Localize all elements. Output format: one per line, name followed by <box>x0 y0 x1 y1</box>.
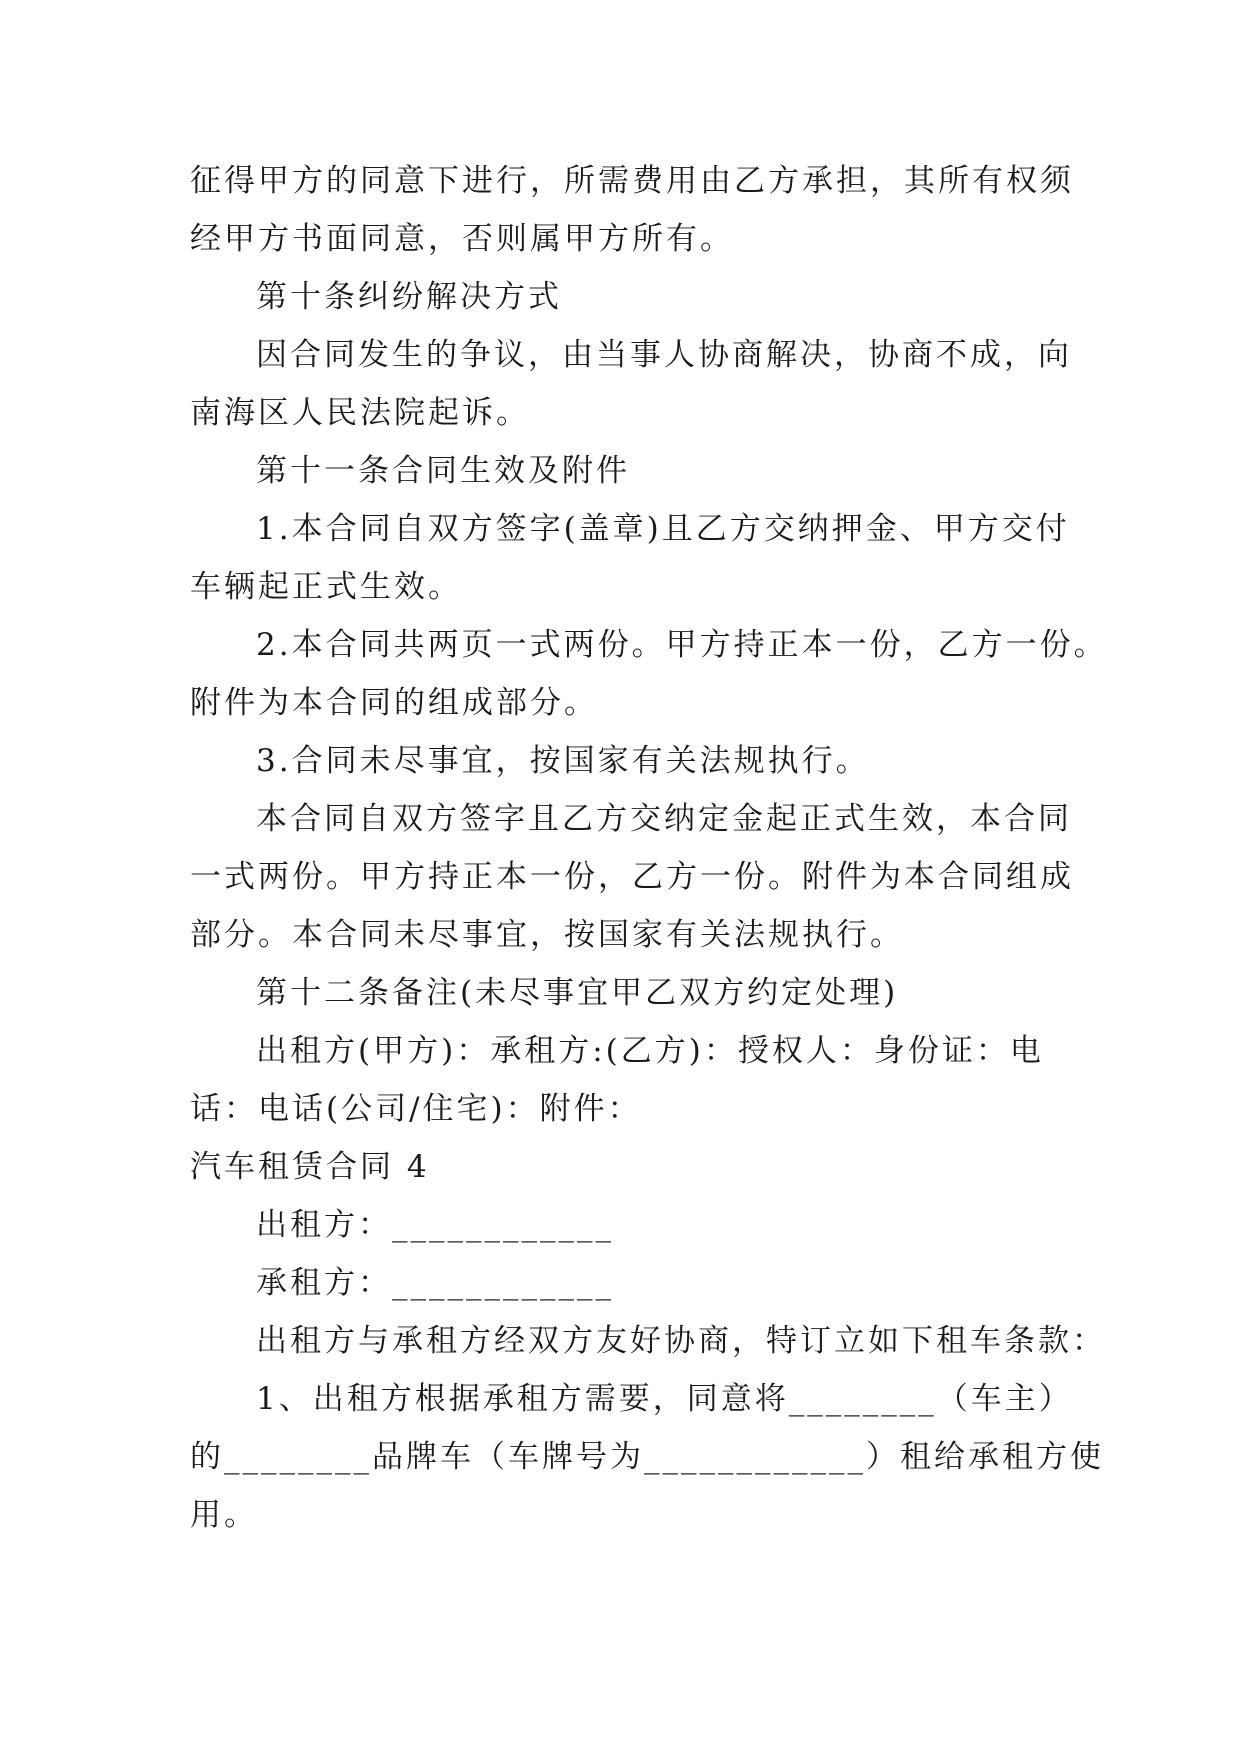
text-line: 南海区人民法院起诉。 <box>190 395 530 431</box>
text-line: 征得甲方的同意下进行，所需费用由乙方承担，其所有权须 <box>190 163 1074 199</box>
text-line: 部分。本合同未尽事宜，按国家有关法规执行。 <box>190 917 904 953</box>
lessor-field: 出租方：____________ <box>256 1207 614 1243</box>
text-line: 出租方(甲方)：承租方:(乙方)：授权人：身份证：电 <box>256 1033 1044 1069</box>
section-heading: 第十条纠纷解决方式 <box>256 279 562 315</box>
text-line: 因合同发生的争议，由当事人协商解决，协商不成，向 <box>256 337 1072 373</box>
text-line: 本合同自双方签字且乙方交纳定金起正式生效，本合同 <box>256 801 1072 837</box>
text-line: 出租方与承租方经双方友好协商，特订立如下租车条款： <box>256 1323 1106 1359</box>
text-line: 2.本合同共两页一式两份。甲方持正本一份，乙方一份。 <box>256 627 1108 663</box>
text-line: 1.本合同自双方签字(盖章)且乙方交纳押金、甲方交付 <box>256 511 1070 547</box>
text-line: 3.合同未尽事宜，按国家有关法规执行。 <box>256 743 870 779</box>
text-line: 话：电话(公司/住宅)：附件： <box>190 1091 642 1127</box>
section-heading: 第十一条合同生效及附件 <box>256 453 630 489</box>
text-line: 用。 <box>190 1497 258 1533</box>
text-line: 车辆起正式生效。 <box>190 569 462 605</box>
document-title: 汽车租赁合同 4 <box>190 1149 430 1185</box>
text-line: 经甲方书面同意，否则属甲方所有。 <box>190 221 734 257</box>
section-heading: 第十二条备注(未尽事宜甲乙双方约定处理) <box>256 975 899 1011</box>
text-line: 附件为本合同的组成部分。 <box>190 685 598 721</box>
text-line: 一式两份。甲方持正本一份，乙方一份。附件为本合同组成 <box>190 859 1074 895</box>
lessee-field: 承租方：____________ <box>256 1265 614 1301</box>
text-line: 的________品牌车（车牌号为____________）租给承租方使 <box>190 1439 1104 1475</box>
text-line: 1、出租方根据承租方需要，同意将________（车主） <box>256 1381 1073 1417</box>
document-page <box>190 152 1108 1544</box>
